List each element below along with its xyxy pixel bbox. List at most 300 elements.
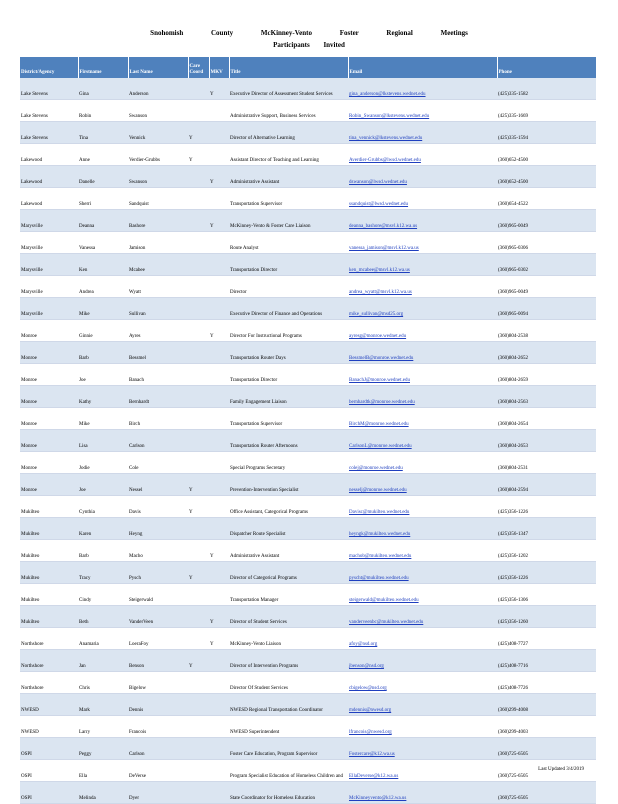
- title-cell: Director of Student Services: [229, 606, 348, 628]
- mkv-cell: Y: [209, 78, 229, 100]
- lastname-cell: Dennis: [128, 694, 188, 716]
- email-cell[interactable]: ssandquist@lwsd.wednet.edu: [348, 188, 497, 210]
- mkv-cell: [209, 122, 229, 144]
- title-cell: Transportation Director: [229, 364, 348, 386]
- firstname-cell: Robin: [78, 100, 128, 122]
- title-cell: Administrative Assistant: [229, 540, 348, 562]
- district-cell: Lakewood: [20, 166, 78, 188]
- mkv-cell: Y: [209, 628, 229, 650]
- title-cell: Dispatcher Route Specialist: [229, 518, 348, 540]
- firstname-cell: Cynthia: [78, 496, 128, 518]
- firstname-cell: Sherri: [78, 188, 128, 210]
- table-row: [20, 628, 596, 650]
- table-row: [20, 386, 596, 408]
- document-title: [0, 27, 618, 51]
- lastname-cell: VanderVeen: [128, 606, 188, 628]
- title-cell: Prevention-Intervention Specialist: [229, 474, 348, 496]
- lastname-cell: Swanson: [128, 100, 188, 122]
- title-line-1: Snohomish County McKinney-Vento Foster Regional Meetings: [150, 29, 468, 37]
- mkv-cell: Y: [209, 606, 229, 628]
- lastname-cell: Anderson: [128, 78, 188, 100]
- email-cell[interactable]: pyscht@mukilteo.wednet.edu: [348, 562, 497, 584]
- mkv-cell: [209, 232, 229, 254]
- email-cell[interactable]: vanessa_jamison@msvl.k12.wa.us: [348, 232, 497, 254]
- lastname-cell: Francois: [128, 716, 188, 738]
- table-row: [20, 144, 596, 166]
- district-cell: Monroe: [20, 430, 78, 452]
- mkv-cell: [209, 342, 229, 364]
- care-coord-cell: [188, 452, 209, 474]
- care-coord-cell: Y: [188, 474, 209, 496]
- firstname-cell: Karen: [78, 518, 128, 540]
- firstname-cell: Jodie: [78, 452, 128, 474]
- phone-cell: (425)408-7726: [497, 672, 596, 694]
- mkv-cell: [209, 276, 229, 298]
- email-cell[interactable]: Robin_Swanson@lkstevens.wednet.edu: [348, 100, 497, 122]
- district-cell: Lake Stevens: [20, 122, 78, 144]
- lastname-cell: Verdier-Grubbs: [128, 144, 188, 166]
- email-cell[interactable]: vanderveenbc@mukilteo.wednet.edu: [348, 606, 497, 628]
- district-cell: Monroe: [20, 320, 78, 342]
- lastname-cell: DeVerse: [128, 760, 188, 782]
- firstname-cell: Joe: [78, 364, 128, 386]
- email-cell[interactable]: Fostercare@k12.wa.us: [348, 738, 497, 760]
- mkv-cell: [209, 408, 229, 430]
- title-cell: Transportation Supervisor: [229, 188, 348, 210]
- care-coord-cell: [188, 232, 209, 254]
- mkv-cell: [209, 298, 229, 320]
- table-row: [20, 166, 596, 188]
- title-cell: Transportation Router Days: [229, 342, 348, 364]
- column-header: MKV: [209, 57, 229, 78]
- care-coord-cell: [188, 716, 209, 738]
- title-cell: Executive Director of Assessment Student Services: [229, 78, 348, 100]
- firstname-cell: Mark: [78, 694, 128, 716]
- lastname-cell: Sullivan: [128, 298, 188, 320]
- firstname-cell: Danelle: [78, 166, 128, 188]
- email-cell[interactable]: bernhardtk@monroe.wednet.edu: [348, 386, 497, 408]
- district-cell: Mukilteo: [20, 518, 78, 540]
- table-header-row: [20, 57, 596, 78]
- phone-cell: (425)356-1306: [497, 584, 596, 606]
- district-cell: Lakewood: [20, 144, 78, 166]
- firstname-cell: Gina: [78, 78, 128, 100]
- table-row: [20, 760, 596, 782]
- email-cell[interactable]: BanachJ@monroe.wednet.edu: [348, 364, 497, 386]
- table-row: [20, 650, 596, 672]
- mkv-cell: [209, 760, 229, 782]
- mkv-cell: [209, 452, 229, 474]
- table-row: [20, 408, 596, 430]
- firstname-cell: Barb: [78, 342, 128, 364]
- email-cell[interactable]: deanna_bashore@msvl.k12.wa.us: [348, 210, 497, 232]
- mkv-cell: [209, 518, 229, 540]
- phone-cell: (360)804-2538: [497, 320, 596, 342]
- lastname-cell: Davis: [128, 496, 188, 518]
- email-cell[interactable]: ken_mcabee@msvl.k12.wa.us: [348, 254, 497, 276]
- title-cell: Director For Instructional Programs: [229, 320, 348, 342]
- mkv-cell: [209, 386, 229, 408]
- firstname-cell: Vanessa: [78, 232, 128, 254]
- district-cell: OSPI: [20, 782, 78, 804]
- table-row: [20, 584, 596, 606]
- firstname-cell: Chris: [78, 672, 128, 694]
- table-row: [20, 716, 596, 738]
- email-cell[interactable]: ayresg@monroe.wednet.edu: [348, 320, 497, 342]
- district-cell: Monroe: [20, 474, 78, 496]
- district-cell: OSPI: [20, 738, 78, 760]
- table-row: [20, 364, 596, 386]
- mkv-cell: [209, 100, 229, 122]
- firstname-cell: Barb: [78, 540, 128, 562]
- table-row: [20, 188, 596, 210]
- care-coord-cell: [188, 320, 209, 342]
- care-coord-cell: Y: [188, 650, 209, 672]
- firstname-cell: Jan: [78, 650, 128, 672]
- firstname-cell: Deanna: [78, 210, 128, 232]
- district-cell: Lake Stevens: [20, 78, 78, 100]
- care-coord-cell: [188, 188, 209, 210]
- mkv-cell: [209, 584, 229, 606]
- phone-cell: (360)652-4500: [497, 166, 596, 188]
- title-cell: McKinney-Vento Liaison: [229, 628, 348, 650]
- lastname-cell: Heyng: [128, 518, 188, 540]
- title-cell: NWESD Superintendent: [229, 716, 348, 738]
- email-cell[interactable]: Averdier-Grubbs@lwsd.wednet.edu: [348, 144, 497, 166]
- firstname-cell: Beth: [78, 606, 128, 628]
- care-coord-cell: [188, 782, 209, 804]
- lastname-cell: Bigelow: [128, 672, 188, 694]
- mkv-cell: Y: [209, 540, 229, 562]
- lastname-cell: Mcabee: [128, 254, 188, 276]
- care-coord-cell: Y: [188, 562, 209, 584]
- lastname-cell: Macho: [128, 540, 188, 562]
- title-cell: Director of Alternative Learning: [229, 122, 348, 144]
- district-cell: Lake Stevens: [20, 100, 78, 122]
- firstname-cell: Mike: [78, 298, 128, 320]
- lastname-cell: Pysch: [128, 562, 188, 584]
- title-cell: Special Programs Secretary: [229, 452, 348, 474]
- phone-cell: (360)965-0094: [497, 298, 596, 320]
- district-cell: Marysville: [20, 232, 78, 254]
- lastname-cell: Vennick: [128, 122, 188, 144]
- title-cell: Director Of Student Services: [229, 672, 348, 694]
- care-coord-cell: [188, 738, 209, 760]
- table-row: [20, 782, 596, 804]
- mkv-cell: [209, 430, 229, 452]
- phone-cell: (425)335-1669: [497, 100, 596, 122]
- mkv-cell: [209, 474, 229, 496]
- district-cell: Mukilteo: [20, 606, 78, 628]
- email-cell[interactable]: colej@monroe.wednet.edu: [348, 452, 497, 474]
- lastname-cell: Birch: [128, 408, 188, 430]
- email-cell[interactable]: CarlsonL@monroe.wednet.edu: [348, 430, 497, 452]
- district-cell: Marysville: [20, 276, 78, 298]
- table-row: [20, 276, 596, 298]
- lastname-cell: Cole: [128, 452, 188, 474]
- title-cell: Administrative Assistant: [229, 166, 348, 188]
- care-coord-cell: Y: [188, 144, 209, 166]
- district-cell: Marysville: [20, 210, 78, 232]
- email-cell[interactable]: heyngk@mukilteo.wednet.edu: [348, 518, 497, 540]
- firstname-cell: Anne: [78, 144, 128, 166]
- mkv-cell: Y: [209, 320, 229, 342]
- email-cell[interactable]: mdennis@nwesd.org: [348, 694, 497, 716]
- email-cell[interactable]: gina_anderson@lkstevens.wednet.edu: [348, 78, 497, 100]
- phone-cell: (360)965-0049: [497, 276, 596, 298]
- mkv-cell: [209, 650, 229, 672]
- title-cell: State Coordinator for Homeless Education: [229, 782, 348, 804]
- care-coord-cell: [188, 430, 209, 452]
- firstname-cell: Ginnie: [78, 320, 128, 342]
- title-cell: Executive Director of Finance and Operations: [229, 298, 348, 320]
- district-cell: Northshore: [20, 672, 78, 694]
- care-coord-cell: [188, 628, 209, 650]
- district-cell: Monroe: [20, 364, 78, 386]
- email-cell[interactable]: lfrancois@nwesd.org: [348, 716, 497, 738]
- firstname-cell: Peggy: [78, 738, 128, 760]
- care-coord-cell: [188, 518, 209, 540]
- phone-cell: (425)408-7716: [497, 650, 596, 672]
- mkv-cell: [209, 738, 229, 760]
- firstname-cell: Melinda: [78, 782, 128, 804]
- phone-cell: (425)335-1594: [497, 122, 596, 144]
- table-row: [20, 298, 596, 320]
- title-cell: Route Analyst: [229, 232, 348, 254]
- mkv-cell: Y: [209, 210, 229, 232]
- care-coord-cell: [188, 166, 209, 188]
- table-row: [20, 210, 596, 232]
- mkv-cell: [209, 188, 229, 210]
- lastname-cell: Bernhardt: [128, 386, 188, 408]
- table-row: [20, 496, 596, 518]
- table-body: [20, 78, 596, 804]
- email-cell[interactable]: McKinneyvento@k12.wa.us: [348, 782, 497, 804]
- table-row: [20, 562, 596, 584]
- last-updated: Last Updated 3/4/2019: [538, 767, 584, 772]
- firstname-cell: Tina: [78, 122, 128, 144]
- firstname-cell: Ken: [78, 254, 128, 276]
- email-cell[interactable]: andrea_wyatt@msvl.k12.wa.us: [348, 276, 497, 298]
- email-cell[interactable]: mike_sullivan@msd25.org: [348, 298, 497, 320]
- firstname-cell: Mike: [78, 408, 128, 430]
- phone-cell: (360)965-0306: [497, 232, 596, 254]
- phone-cell: (425)356-1260: [497, 606, 596, 628]
- care-coord-cell: [188, 364, 209, 386]
- table-row: [20, 518, 596, 540]
- lastname-cell: Sandquist: [128, 188, 188, 210]
- firstname-cell: Cindy: [78, 584, 128, 606]
- lastname-cell: Steigerwald: [128, 584, 188, 606]
- phone-cell: (360)804-2652: [497, 342, 596, 364]
- phone-cell: (425)356-1226: [497, 562, 596, 584]
- care-coord-cell: [188, 760, 209, 782]
- care-coord-cell: [188, 210, 209, 232]
- phone-cell: (360)804-2563: [497, 386, 596, 408]
- mkv-cell: [209, 694, 229, 716]
- table-row: [20, 320, 596, 342]
- mkv-cell: [209, 144, 229, 166]
- column-header: Title: [229, 57, 348, 78]
- firstname-cell: Kathy: [78, 386, 128, 408]
- firstname-cell: Andrea: [78, 276, 128, 298]
- care-coord-cell: [188, 584, 209, 606]
- district-cell: Monroe: [20, 386, 78, 408]
- table-row: [20, 606, 596, 628]
- column-header: Last Name: [128, 57, 188, 78]
- title-cell: McKinney-Vento & Foster Care Liaison: [229, 210, 348, 232]
- lastname-cell: Swanson: [128, 166, 188, 188]
- district-cell: Monroe: [20, 452, 78, 474]
- title-cell: Director of Categorical Programs: [229, 562, 348, 584]
- phone-cell: (360)965-0049: [497, 210, 596, 232]
- district-cell: Marysville: [20, 298, 78, 320]
- district-cell: Mukilteo: [20, 496, 78, 518]
- district-cell: NWESD: [20, 716, 78, 738]
- column-header: Email: [348, 57, 497, 78]
- email-cell[interactable]: BirchM@monroe.wednet.edu: [348, 408, 497, 430]
- lastname-cell: Nessel: [128, 474, 188, 496]
- phone-cell: (360)725-6505: [497, 760, 596, 782]
- care-coord-cell: Y: [188, 122, 209, 144]
- care-coord-cell: [188, 342, 209, 364]
- title-cell: Office Assistant, Categorical Programs: [229, 496, 348, 518]
- lastname-cell: Bessmel: [128, 342, 188, 364]
- care-coord-cell: [188, 276, 209, 298]
- firstname-cell: Joe: [78, 474, 128, 496]
- mkv-cell: [209, 364, 229, 386]
- table-row: [20, 342, 596, 364]
- district-cell: Monroe: [20, 408, 78, 430]
- column-header: Firstname: [78, 57, 128, 78]
- title-cell: Director: [229, 276, 348, 298]
- email-cell[interactable]: tina_vennick@lkstevens.wednet.edu: [348, 122, 497, 144]
- table-row: [20, 694, 596, 716]
- lastname-cell: Ayres: [128, 320, 188, 342]
- care-coord-cell: [188, 408, 209, 430]
- mkv-cell: [209, 254, 229, 276]
- phone-cell: (425)408-7727: [497, 628, 596, 650]
- firstname-cell: Anamaria: [78, 628, 128, 650]
- table-row: [20, 452, 596, 474]
- mkv-cell: [209, 562, 229, 584]
- phone-cell: (425)356-1347: [497, 518, 596, 540]
- district-cell: OSPI: [20, 760, 78, 782]
- care-coord-cell: Y: [188, 496, 209, 518]
- district-cell: Northshore: [20, 628, 78, 650]
- care-coord-cell: [188, 78, 209, 100]
- firstname-cell: Larry: [78, 716, 128, 738]
- title-cell: Transportation Router Afternoons: [229, 430, 348, 452]
- mkv-cell: [209, 672, 229, 694]
- email-cell[interactable]: cbigelow@nsd.org: [348, 672, 497, 694]
- care-coord-cell: [188, 386, 209, 408]
- participants-table: [20, 57, 597, 804]
- lastname-cell: Wyatt: [128, 276, 188, 298]
- email-cell[interactable]: dswanson@lwsd.wednet.edu: [348, 166, 497, 188]
- district-cell: Mukilteo: [20, 540, 78, 562]
- table-row: [20, 122, 596, 144]
- district-cell: Mukilteo: [20, 562, 78, 584]
- mkv-cell: [209, 782, 229, 804]
- title-cell: Director of Intervention Programs: [229, 650, 348, 672]
- lastname-cell: Carlson: [128, 430, 188, 452]
- column-header: District/Agency: [20, 57, 78, 78]
- mkv-cell: [209, 496, 229, 518]
- care-coord-cell: [188, 540, 209, 562]
- lastname-cell: Banach: [128, 364, 188, 386]
- email-cell[interactable]: machob@mukilteo.wednet.edu: [348, 540, 497, 562]
- phone-cell: (360)804-2531: [497, 452, 596, 474]
- care-coord-cell: [188, 298, 209, 320]
- title-line-2: Participants Invited: [273, 41, 345, 49]
- district-cell: Lakewood: [20, 188, 78, 210]
- phone-cell: (360)654-4522: [497, 188, 596, 210]
- care-coord-cell: [188, 672, 209, 694]
- district-cell: Northshore: [20, 650, 78, 672]
- district-cell: Marysville: [20, 254, 78, 276]
- mkv-cell: [209, 716, 229, 738]
- title-cell: Transportation Supervisor: [229, 408, 348, 430]
- email-cell[interactable]: steigerwald@mukilteo.wednet.edu: [348, 584, 497, 606]
- title-cell: Program Specialist Education of Homeless Children and: [229, 760, 348, 782]
- table-row: [20, 254, 596, 276]
- phone-cell: (360)725-6505: [497, 738, 596, 760]
- care-coord-cell: [188, 694, 209, 716]
- phone-cell: (360)804-2594: [497, 474, 596, 496]
- title-cell: Administrative Support, Business Services: [229, 100, 348, 122]
- care-coord-cell: [188, 100, 209, 122]
- table-row: [20, 232, 596, 254]
- firstname-cell: Tracy: [78, 562, 128, 584]
- lastname-cell: Jamison: [128, 232, 188, 254]
- email-cell[interactable]: EllaDeverse@k12.wa.us: [348, 760, 497, 782]
- title-cell: Transportation Manager: [229, 584, 348, 606]
- phone-cell: (360)652-4500: [497, 144, 596, 166]
- table-row: [20, 78, 596, 100]
- mkv-cell: Y: [209, 166, 229, 188]
- title-cell: Transportation Director: [229, 254, 348, 276]
- phone-cell: (425)356-1202: [497, 540, 596, 562]
- lastname-cell: LoeraFoy: [128, 628, 188, 650]
- care-coord-cell: [188, 254, 209, 276]
- email-cell[interactable]: BessmelB@monroe.wednet.edu: [348, 342, 497, 364]
- title-cell: Assistant Director of Teaching and Learning: [229, 144, 348, 166]
- title-cell: Family Engagement Liaison: [229, 386, 348, 408]
- phone-cell: (360)299-4008: [497, 694, 596, 716]
- table-row: [20, 100, 596, 122]
- firstname-cell: Ella: [78, 760, 128, 782]
- phone-cell: (360)965-0302: [497, 254, 596, 276]
- phone-cell: (425)356-1226: [497, 496, 596, 518]
- phone-cell: (360)299-4003: [497, 716, 596, 738]
- lastname-cell: Carlson: [128, 738, 188, 760]
- title-cell: Foster Care Education, Program Supervisor: [229, 738, 348, 760]
- email-cell[interactable]: Davisc@mukilteo.wednet.edu: [348, 496, 497, 518]
- email-cell[interactable]: nesselj@monroe.wednet.edu: [348, 474, 497, 496]
- district-cell: NWESD: [20, 694, 78, 716]
- table-row: [20, 430, 596, 452]
- email-cell[interactable]: jbenson@nsd.org: [348, 650, 497, 672]
- email-cell[interactable]: afoy@nsd.org: [348, 628, 497, 650]
- phone-cell: (360)804-2654: [497, 408, 596, 430]
- table-row: [20, 672, 596, 694]
- care-coord-cell: [188, 606, 209, 628]
- phone-cell: (360)725-6505: [497, 782, 596, 804]
- lastname-cell: Dyer: [128, 782, 188, 804]
- column-header: Phone: [497, 57, 596, 78]
- firstname-cell: Lisa: [78, 430, 128, 452]
